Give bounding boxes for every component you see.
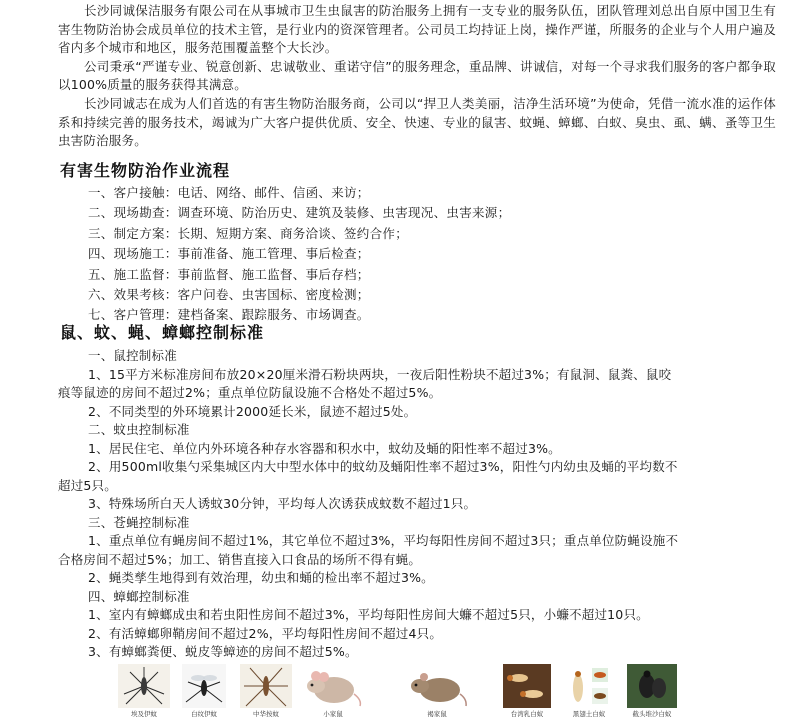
rat-rule-1: 1、15平方米标准房间布放20×20厘米滑石粉块两块，一夜后阳性粉块不超过3%；有鼠洞、鼠粪、鼠咬 [88, 366, 672, 382]
mosquito-rule-2-cont: 超过5只。 [58, 477, 117, 493]
mosquito-heading: 二、蚊虫控制标准 [88, 422, 190, 437]
flow-item: 五、施工监督：事前监督、施工监督、事后存档； [88, 266, 370, 282]
mosquito-icon [240, 664, 292, 708]
pest-photo [406, 664, 468, 722]
pest-photo [118, 664, 170, 722]
intro-paragraph-1: 长沙同诚保洁服务有限公司在从事城市卫生虫鼠害的防治服务上拥有一支专业的服务队伍，团队管理刘总出自原中国卫生有害生物防治协会成员单位的技术主管，是行业内的资深管理者。公司员工均持证上岗，操作严谨，所服务的企业与个人用户遍及省内多个城市和地区，服务范围覆盖整个大长沙。 [58, 3, 776, 56]
flow-item: 四、现场施工：事前准备、施工管理、事后检查； [88, 246, 370, 262]
fly-rule-2: 2、蝇类孳生地得到有效治理，幼虫和蛹的检出率不超过3%。 [88, 570, 434, 585]
rat-heading: 一、鼠控制标准 [88, 348, 177, 363]
pest-photo [566, 664, 612, 722]
pest-photo [302, 664, 364, 722]
standards-heading: 鼠、蚊、蝇、蟑螂控制标准 [60, 323, 265, 342]
standards-body [58, 347, 776, 662]
flow-item: 三、制定方案：长期、短期方案、商务洽谈、签约合作； [88, 225, 409, 241]
pest-caption: 台湾乳白蚁 [510, 710, 544, 718]
cockroach-heading: 四、蟑螂控制标准 [88, 588, 190, 604]
rat-rule-1-cont: 痕等鼠迹的房间不超过2%；重点单位防鼠设施不合格处不超过5%。 [58, 385, 442, 400]
fly-rule-1-cont: 合格房间不超过5%；加工、销售直接入口食品的场所不得有蝇。 [58, 551, 422, 567]
termite-icon [566, 664, 612, 708]
rat-icon [406, 664, 468, 708]
mosquito-rule-3: 3、特殊场所白天人诱蚊30分钟，平均每人次诱获成蚊数不超过1只。 [88, 496, 477, 511]
flow-item: 七、客户管理：建档备案、跟踪服务、市场调查。 [88, 307, 370, 323]
mosquito-rule-1: 1、居民住宅、单位内外环境各种存水容器和积水中，蚊幼及蛹的阳性率不超过3%。 [88, 440, 561, 456]
pest-caption: 白纹伊蚊 [191, 710, 217, 718]
mosquito-rule-2: 2、用500ml收集勺采集城区内大中型水体中的蚊幼及蛹阳性率不超过3%，阳性勺内幼虫及蛹的平均数不 [88, 459, 678, 474]
fly-heading: 三、苍蝇控制标准 [88, 514, 190, 530]
flow-item: 二、现场勘查：调查环境、防治历史、建筑及装修、虫害现况、虫害来源； [88, 205, 511, 221]
cockroach-rule-2: 2、有活蟑螂卵鞘房间不超过2%，平均每阳性房间不超过4只。 [88, 625, 443, 641]
pest-caption: 小家鼠 [323, 710, 343, 718]
pest-caption: 黑翅土白蚁 [572, 710, 606, 718]
mouse-icon [302, 664, 364, 708]
pest-photo [182, 664, 226, 722]
pest-caption: 截头堆沙白蚁 [632, 710, 672, 718]
pest-caption: 褐家鼠 [427, 710, 447, 718]
intro-paragraph-2: 公司秉承“严谨专业、锐意创新、忠诚敬业、重诺守信”的服务理念，重品牌、讲诚信，对每一个寻求我们服务的客户都争取以100%质量的服务获得其满意。 [58, 58, 776, 93]
rat-rule-2: 2、不同类型的外环境累计2000延长米，鼠迹不超过5处。 [88, 403, 417, 419]
pest-caption: 中华按蚊 [253, 710, 279, 718]
flow-item: 六、效果考核：客户问卷、虫害国标、密度检测； [88, 287, 370, 303]
mosquito-icon [182, 664, 226, 708]
termite-icon [503, 664, 551, 708]
pest-caption: 埃及伊蚊 [131, 710, 157, 718]
pest-photo [627, 664, 677, 722]
mosquito-icon [118, 664, 170, 708]
flow-item: 一、客户接触：电话、网络、邮件、信函、来访； [88, 185, 370, 200]
fly-rule-1: 1、重点单位有蝇房间不超过1%，其它单位不超过3%，平均每阳性房间不超过3只；重点单位防蝇设施不 [88, 533, 679, 548]
pest-gallery [0, 664, 790, 722]
flow-list [88, 183, 778, 326]
termite-icon [627, 664, 677, 708]
cockroach-rule-3: 3、有蟑螂粪便、蜕皮等蟑迹的房间不超过5%。 [88, 644, 358, 659]
flow-heading: 有害生物防治作业流程 [60, 161, 231, 180]
cockroach-rule-1: 1、室内有蟑螂成虫和若虫阳性房间不超过3%，平均每阳性房间大蠊不超过5只，小蠊不超过10只。 [88, 607, 649, 622]
pest-photo [503, 664, 551, 722]
intro-paragraph-3: 长沙同诚志在成为人们首选的有害生物防治服务商，公司以“捍卫人类美丽，洁净生活环境”为使命，凭借一流水准的运作体系和持续完善的服务技术，竭诚为广大客户提供优质、安全、快速、专业的鼠害、蚊蝇、蟑螂、白蚁、臭虫、虱、螨、蚤等卫生虫害防治服务。 [58, 95, 776, 149]
company-intro [58, 2, 776, 151]
pest-photo [240, 664, 292, 722]
